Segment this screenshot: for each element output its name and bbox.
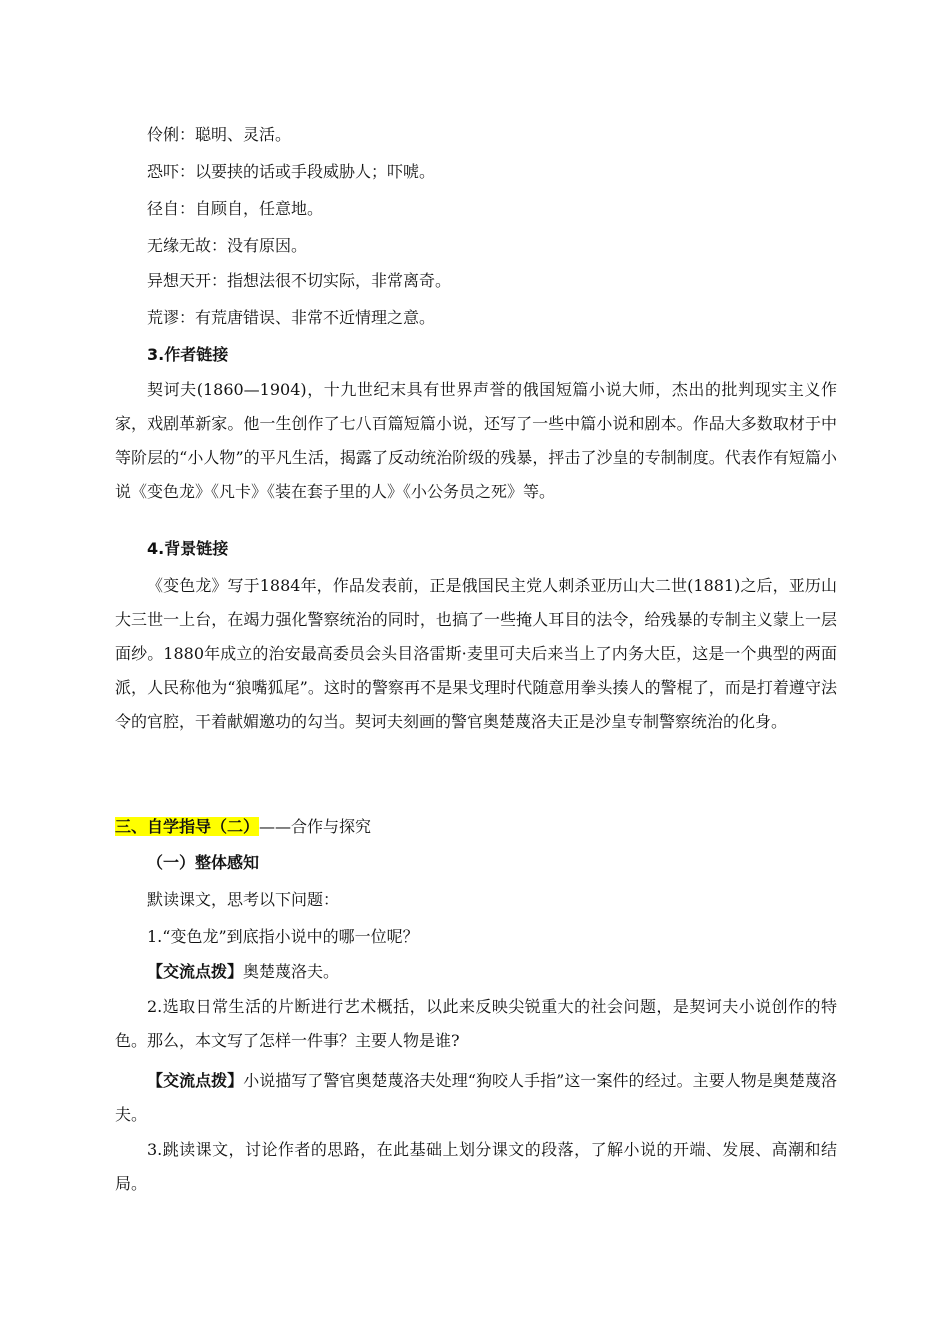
vocab-item: 荒谬：有荒唐错误、非常不近情理之意。 [147,308,436,327]
vocab-item: 恐吓：以要挟的话或手段威胁人；吓唬。 [147,162,436,181]
answer-1 [147,962,339,982]
author-paragraph: 契诃夫(1860—1904)，十九世纪末具有世界声誉的俄国短篇小说大师，杰出的批判现实主义作家，戏剧革新家。他一生创作了七八百篇短篇小说，还写了一些中篇小说和剧本。作品大多数取材于中等阶层的“小人物”的平凡生活，揭露了反动统治阶级的残暴，抨击了沙皇的专制制度。代表作有短篇小说《变色龙》《凡卡》《装在套子里的人》《小公务员之死》等。 [115,380,837,501]
section-title [115,817,371,837]
vocab-item: 无缘无故：没有原因。 [147,236,308,255]
answer-label: 【交流点拨】 [147,962,244,981]
sub-heading: （一）整体感知 [147,853,260,872]
section-title-highlight: 三、自学指导（二） [115,817,260,836]
author-heading: 3.作者链接 [147,345,229,364]
vocab-item: 径自：自顾自，任意地。 [147,199,324,218]
background-heading: 4.背景链接 [147,539,229,558]
intro-text: 默读课文，思考以下问题： [147,890,340,909]
background-paragraph: 《变色龙》写于1884年，作品发表前，正是俄国民主党人刺杀亚历山大二世(1881)之后，亚历山大三世一上台，在竭力强化警察统治的同时，也搞了一些掩人耳目的法令，给残暴的专制主义蒙上一层面纱。1880年成立的治安最高委员会头目洛雷斯·麦里可夫后来当上了内务大臣，这是一个典型的两面派，人民称他为“狼嘴狐尾”。这时的警察再不是果戈理时代随意用拳头揍人的警棍了，而是打着遵守法令的官腔，干着献媚邀功的勾当。契诃夫刻画的警官奥楚蔑洛夫正是沙皇专制警察统治的化身。 [115,576,837,731]
vocab-item: 伶俐：聪明、灵活。 [147,125,292,144]
question-1: 1.“变色龙”到底指小说中的哪一位呢？ [147,927,419,946]
answer-2 [115,1064,837,1132]
question-3: 3.跳读课文，讨论作者的思路，在此基础上划分课文的段落，了解小说的开端、发展、高潮和结局。 [115,1140,837,1193]
vocab-item: 异想天开：指想法很不切实际，非常离奇。 [147,271,452,290]
question-2: 2.选取日常生活的片断进行艺术概括，以此来反映尖锐重大的社会问题，是契诃夫小说创作的特色。那么，本文写了怎样一件事？主要人物是谁? [115,997,837,1050]
answer-text: 奥楚蔑洛夫。 [243,962,340,981]
answer-text: 小说描写了警官奥楚蔑洛夫处理“狗咬人手指”这一案件的经过。主要人物是奥楚蔑洛夫。 [115,1071,837,1124]
answer-label: 【交流点拨】 [147,1071,244,1090]
section-title-rest: ——合作与探究 [259,817,372,836]
